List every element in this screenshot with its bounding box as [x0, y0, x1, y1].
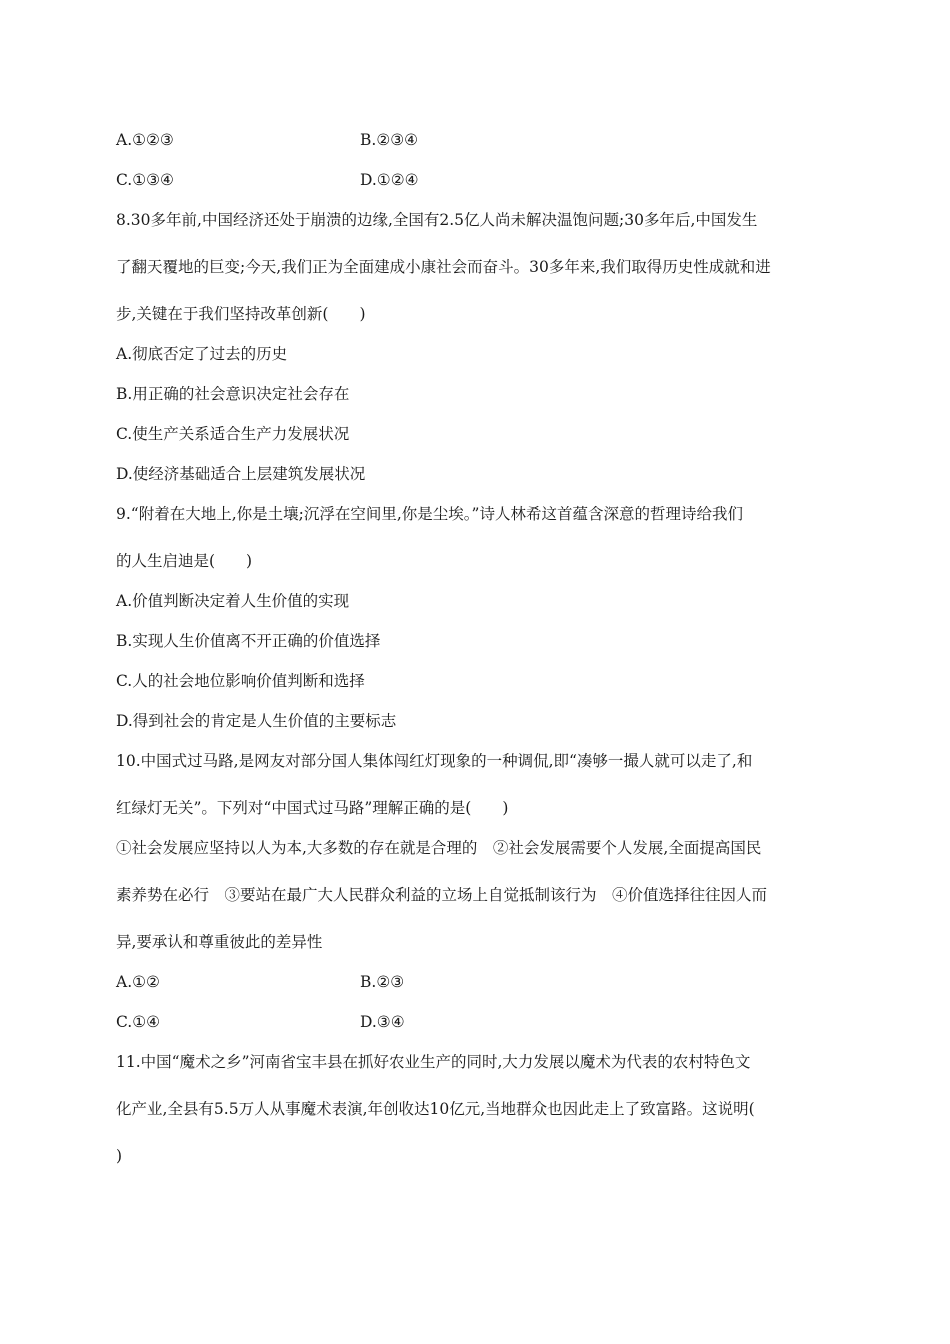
q7-option-row [116, 170, 419, 190]
q10-option-c: C.①④ [116, 1013, 161, 1031]
q11-stem-line: 11.中国“魔术之乡”河南省宝丰县在抓好农业生产的同时,大力发展以魔术为代表的农村特色文 [116, 1053, 751, 1071]
q10-option-b: B.②③ [360, 973, 405, 991]
q8-stem-line: 步,关键在于我们坚持改革创新( ) [116, 305, 366, 323]
q9-option-c: C.人的社会地位影响价值判断和选择 [116, 672, 365, 690]
q7-option-c: C.①③④ [116, 171, 174, 189]
q7-option-a: A.①②③ [116, 131, 174, 149]
q10-statement-line: 素养势在必行 ③要站在最广大人民群众利益的立场上自觉抵制该行为 ④价值选择往往因人而 [116, 886, 768, 904]
q8-option-d: D.使经济基础适合上层建筑发展状况 [116, 465, 366, 483]
q7-option-d: D.①②④ [360, 171, 419, 189]
q10-stem-line: 红绿灯无关”。下列对“中国式过马路”理解正确的是( ) [116, 799, 509, 817]
q11-stem-line: ) [116, 1147, 123, 1165]
q9-option-a: A.价值判断决定着人生价值的实现 [116, 592, 350, 610]
q8-option-b: B.用正确的社会意识决定社会存在 [116, 385, 350, 403]
q9-stem-line: 9.“附着在大地上,你是土壤;沉浮在空间里,你是尘埃。”诗人林希这首蕴含深意的哲理诗给我们 [116, 505, 743, 523]
q10-option-d: D.③④ [360, 1013, 405, 1031]
q10-option-row [116, 1012, 405, 1032]
q10-stem-line: 10.中国式过马路,是网友对部分国人集体闯红灯现象的一种调侃,即“凑够一撮人就可以走了,和 [116, 752, 753, 770]
q8-option-c: C.使生产关系适合生产力发展状况 [116, 425, 350, 443]
q10-statement-line: ①社会发展应坚持以人为本,大多数的存在就是合理的 ②社会发展需要个人发展,全面提高国民 [116, 839, 762, 857]
q11-stem-line: 化产业,全县有5.5万人从事魔术表演,年创收达10亿元,当地群众也因此走上了致富路。这说明( [116, 1100, 755, 1118]
q10-option-row [116, 972, 405, 992]
q10-statement-line: 异,要承认和尊重彼此的差异性 [116, 933, 323, 951]
q8-option-a: A.彻底否定了过去的历史 [116, 345, 288, 363]
q9-option-d: D.得到社会的肯定是人生价值的主要标志 [116, 712, 397, 730]
q7-option-b: B.②③④ [360, 131, 419, 149]
q8-stem-line: 了翻天覆地的巨变;今天,我们正为全面建成小康社会而奋斗。30多年来,我们取得历史性成就和进 [116, 258, 771, 276]
q9-option-b: B.实现人生价值离不开正确的价值选择 [116, 632, 381, 650]
q8-stem-line: 8.30多年前,中国经济还处于崩溃的边缘,全国有2.5亿人尚未解决温饱问题;30多年后,中国发生 [116, 211, 758, 229]
q9-stem-line: 的人生启迪是( ) [116, 552, 253, 570]
q7-option-row [116, 130, 419, 150]
q10-option-a: A.①② [116, 973, 160, 991]
